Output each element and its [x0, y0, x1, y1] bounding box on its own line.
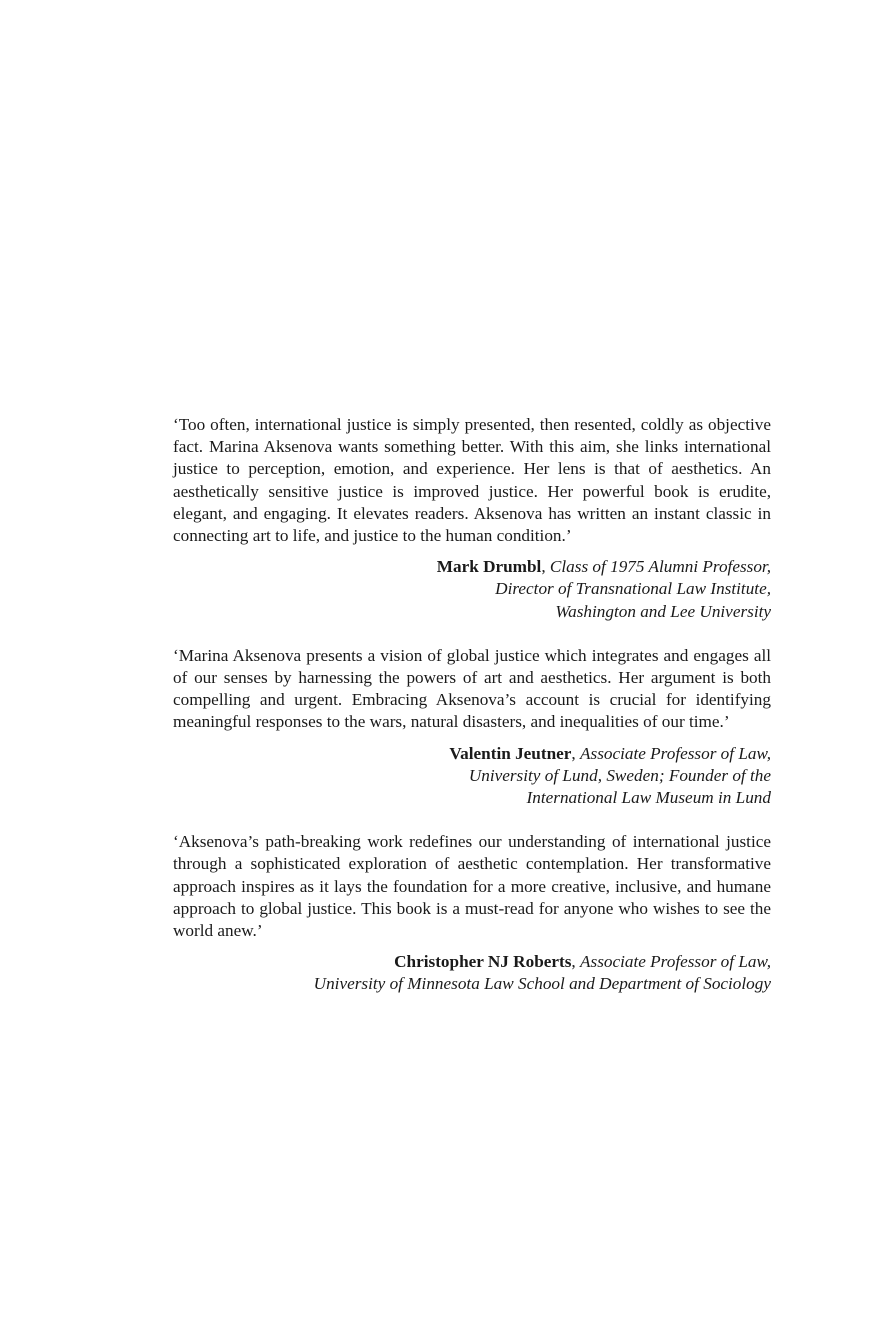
endorser-role-line: Associate Professor of Law,	[580, 743, 771, 763]
endorsement-attribution	[173, 951, 771, 995]
endorser-name: Christopher NJ Roberts	[394, 952, 572, 972]
endorser-role-line: Class of 1975 Alumni Professor,	[549, 557, 771, 577]
endorser-role-line: Associate Professor of Law,	[580, 952, 771, 972]
endorsement-quote: ‘Marina Aksenova presents a vision of global justice which integrates and engages all of our senses by harnessing the powers of art and aesthetics. Her argument is both compelling and urgent. Embracing Aksenova’s account is crucial for identifying meaningful responses to the wars, natural disasters, and inequalities of our time.’	[173, 645, 771, 732]
name-separator: ,	[571, 743, 581, 763]
name-separator: ,	[571, 952, 581, 972]
endorser-name: Mark Drumbl	[436, 557, 542, 577]
endorser-role-line: University of Lund, Sweden; Founder of the	[468, 765, 771, 785]
endorser-role-line: University of Minnesota Law School and Department of Sociology	[313, 974, 771, 994]
endorsement-attribution	[173, 743, 771, 810]
endorsement-drumbl	[173, 414, 771, 623]
endorsement-roberts	[173, 831, 771, 995]
endorsement-attribution	[173, 556, 771, 623]
attribution-first-line	[173, 556, 771, 578]
endorsement-jeutner	[173, 645, 771, 809]
endorsement-quote: ‘Aksenova’s path-breaking work redefines our understanding of international justice through a sophisticated exploration of aesthetic contemplation. Her transformative approach inspires as it lays the foundation for a more creative, inclusive, and humane approach to global justice. This book is a must-read for anyone who wishes to see the world anew.’	[173, 832, 771, 941]
endorser-name: Valentin Jeutner	[449, 743, 572, 763]
attribution-first-line	[173, 743, 771, 765]
endorser-role-line: Director of Transnational Law Institute,	[495, 579, 771, 599]
name-separator: ,	[541, 557, 550, 577]
endorsement-quote: ‘Too often, international justice is simply presented, then resented, coldly as objective fact. Marina Aksenova wants something better. With this aim, she links international justice to perception, emotion, and experience. Her lens is that of aesthetics. An aesthetically sensitive justice is improved justice. Her powerful book is erudite, elegant, and engaging. It elevates readers. Aksenova has written an instant classic in connecting art to life, and justice to the human condition.’	[173, 415, 771, 546]
endorser-role-line: Washington and Lee University	[555, 601, 771, 621]
endorser-role-line: International Law Museum in Lund	[526, 788, 771, 808]
attribution-first-line	[173, 951, 771, 973]
endorsements-page	[173, 414, 771, 996]
